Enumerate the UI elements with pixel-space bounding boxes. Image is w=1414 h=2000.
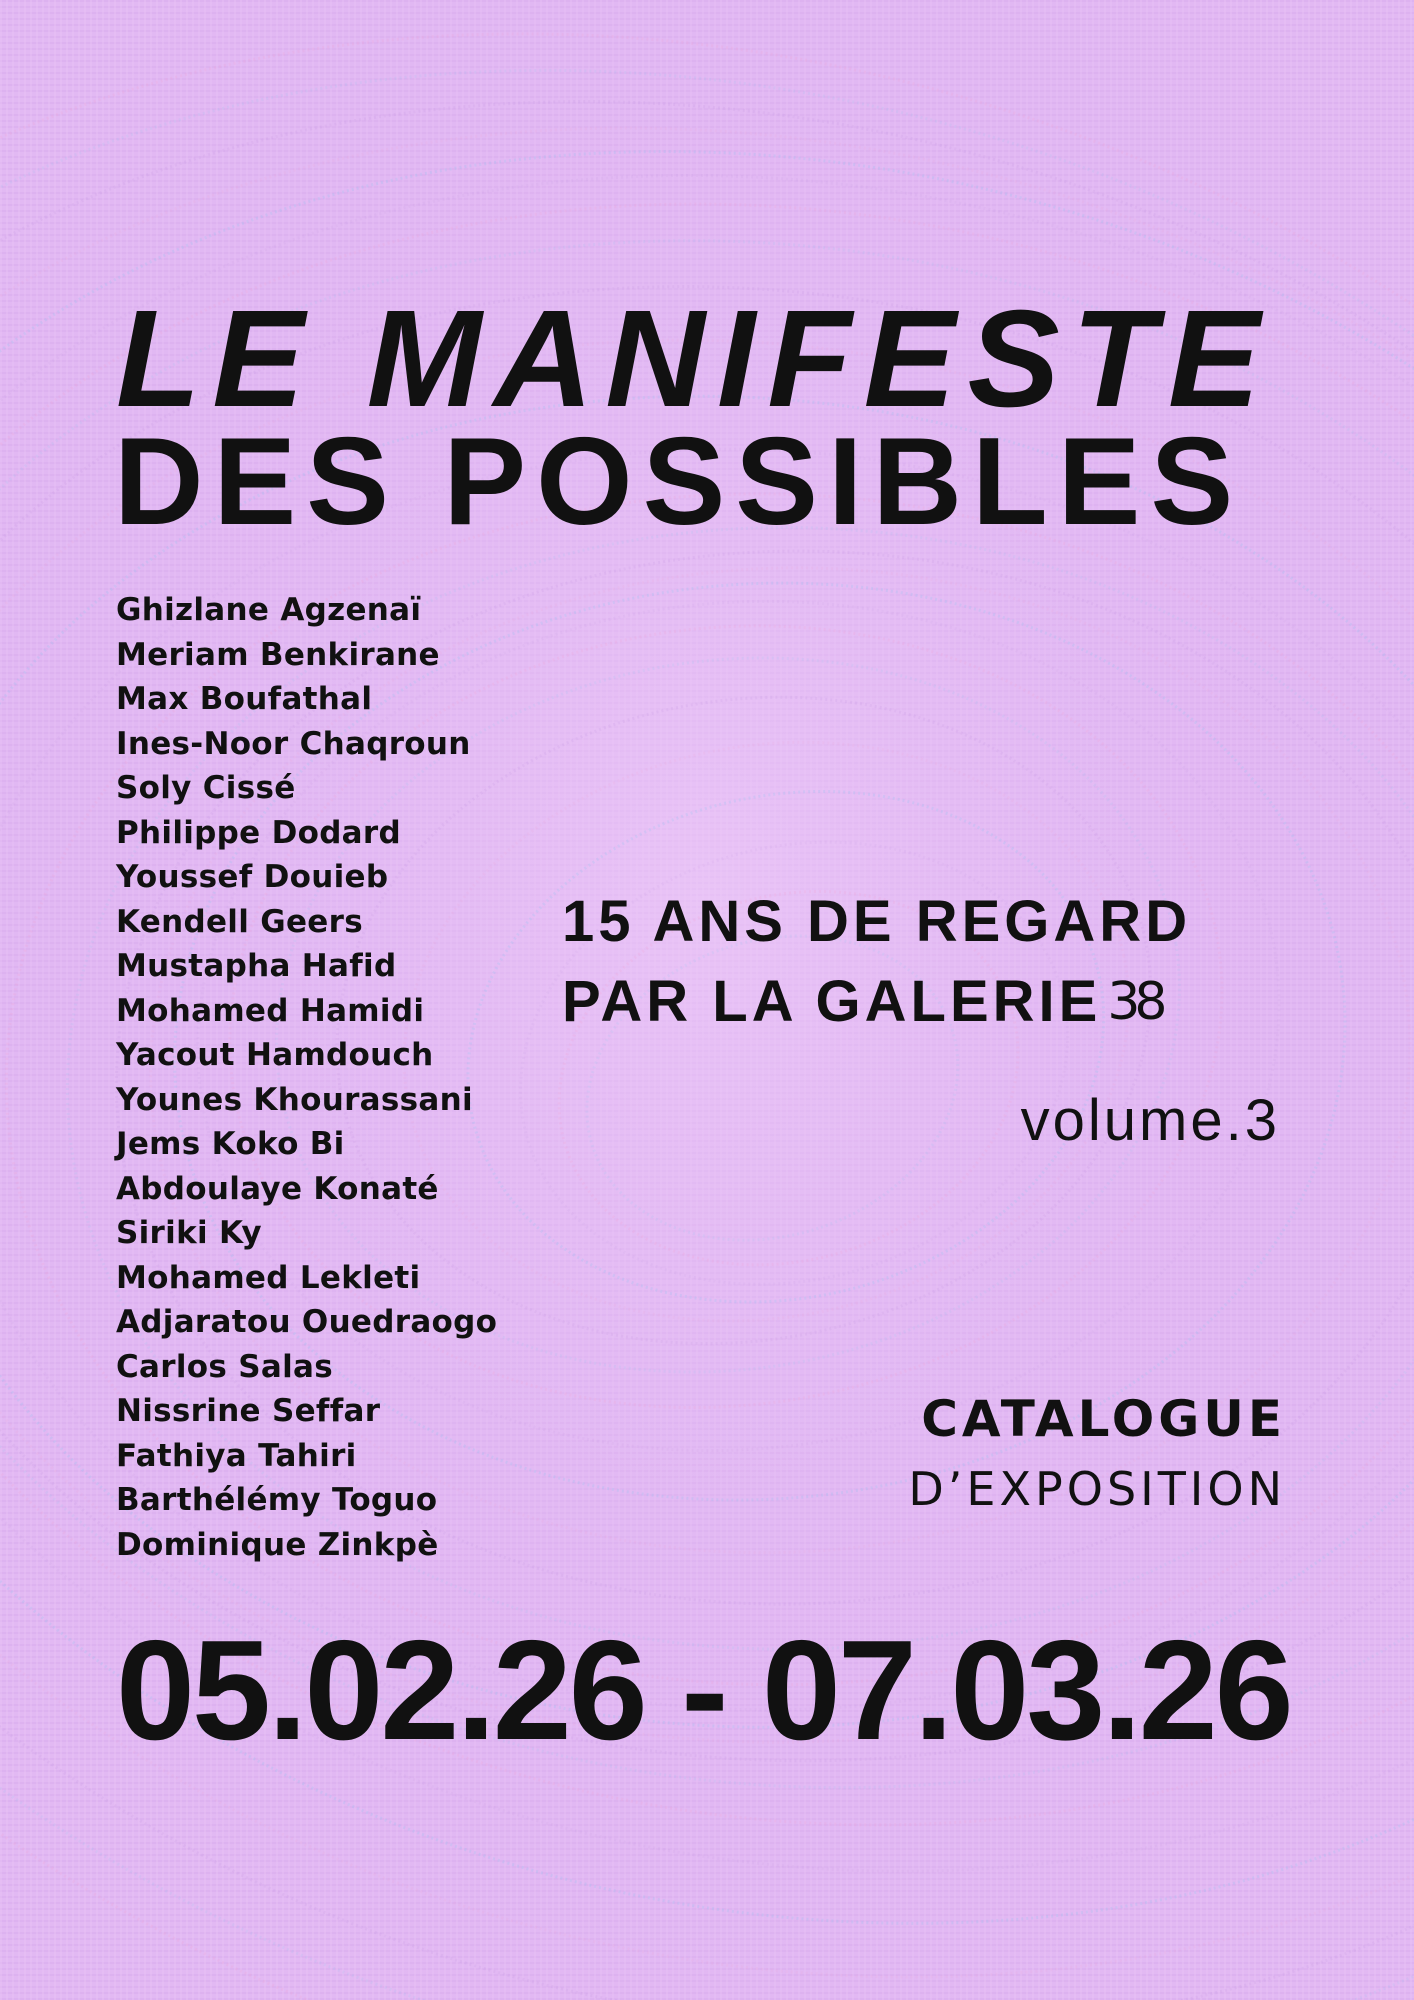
title-line-2: DES POSSIBLES [114, 413, 1244, 551]
artist-name: Soly Cissé [116, 770, 296, 806]
volume-label: volume.3 [1020, 1088, 1280, 1153]
artist-name: Carlos Salas [116, 1348, 333, 1385]
galerie-38-logo: 38 [1107, 972, 1162, 1032]
subtitle-line-2 [562, 969, 1302, 1034]
artist-name: Siriki Ky [116, 1215, 262, 1251]
artist-name: Meriam Benkirane [116, 636, 440, 673]
artist-name: Ghizlane Agzenaï [116, 592, 422, 628]
artist-name: Dominique Zinkpè [116, 1526, 439, 1563]
artist-name: Jems Koko Bi [116, 1126, 345, 1162]
artist-name: Kendell Geers [116, 903, 363, 940]
artist-name: Yacout Hamdouch [116, 1037, 434, 1073]
artist-name: Mohamed Lekleti [116, 1259, 421, 1296]
artist-name: Younes Khourassani [116, 1081, 473, 1118]
title-line-1: LE MANIFESTE [116, 282, 1273, 436]
artist-name: Mohamed Hamidi [116, 992, 425, 1029]
exhibition-dates: 05.02.26 - 07.03.26 [116, 1611, 1291, 1770]
subtitle-line-1: 15 ANS DE REGARD [562, 889, 1192, 954]
subtitle-line-2-text: PAR LA GALERIE [562, 969, 1102, 1034]
artist-name: Nissrine Seffar [116, 1393, 381, 1429]
catalogue-label: CATALOGUE [921, 1390, 1286, 1448]
artist-name: Fathiya Tahiri [116, 1437, 357, 1474]
artist-name: Philippe Dodard [116, 814, 401, 851]
artist-name: Ines-Noor Chaqroun [116, 725, 471, 762]
artist-name: Adjaratou Ouedraogo [116, 1304, 498, 1340]
artist-list [116, 588, 576, 1567]
artist-name: Abdoulaye Konaté [116, 1170, 439, 1207]
artist-name: Mustapha Hafid [116, 948, 397, 984]
artist-name: Youssef Douieb [116, 859, 389, 895]
artist-name: Barthélémy Toguo [116, 1482, 438, 1518]
exposition-label: D’EXPOSITION [908, 1462, 1286, 1516]
artist-name: Max Boufathal [116, 681, 373, 717]
